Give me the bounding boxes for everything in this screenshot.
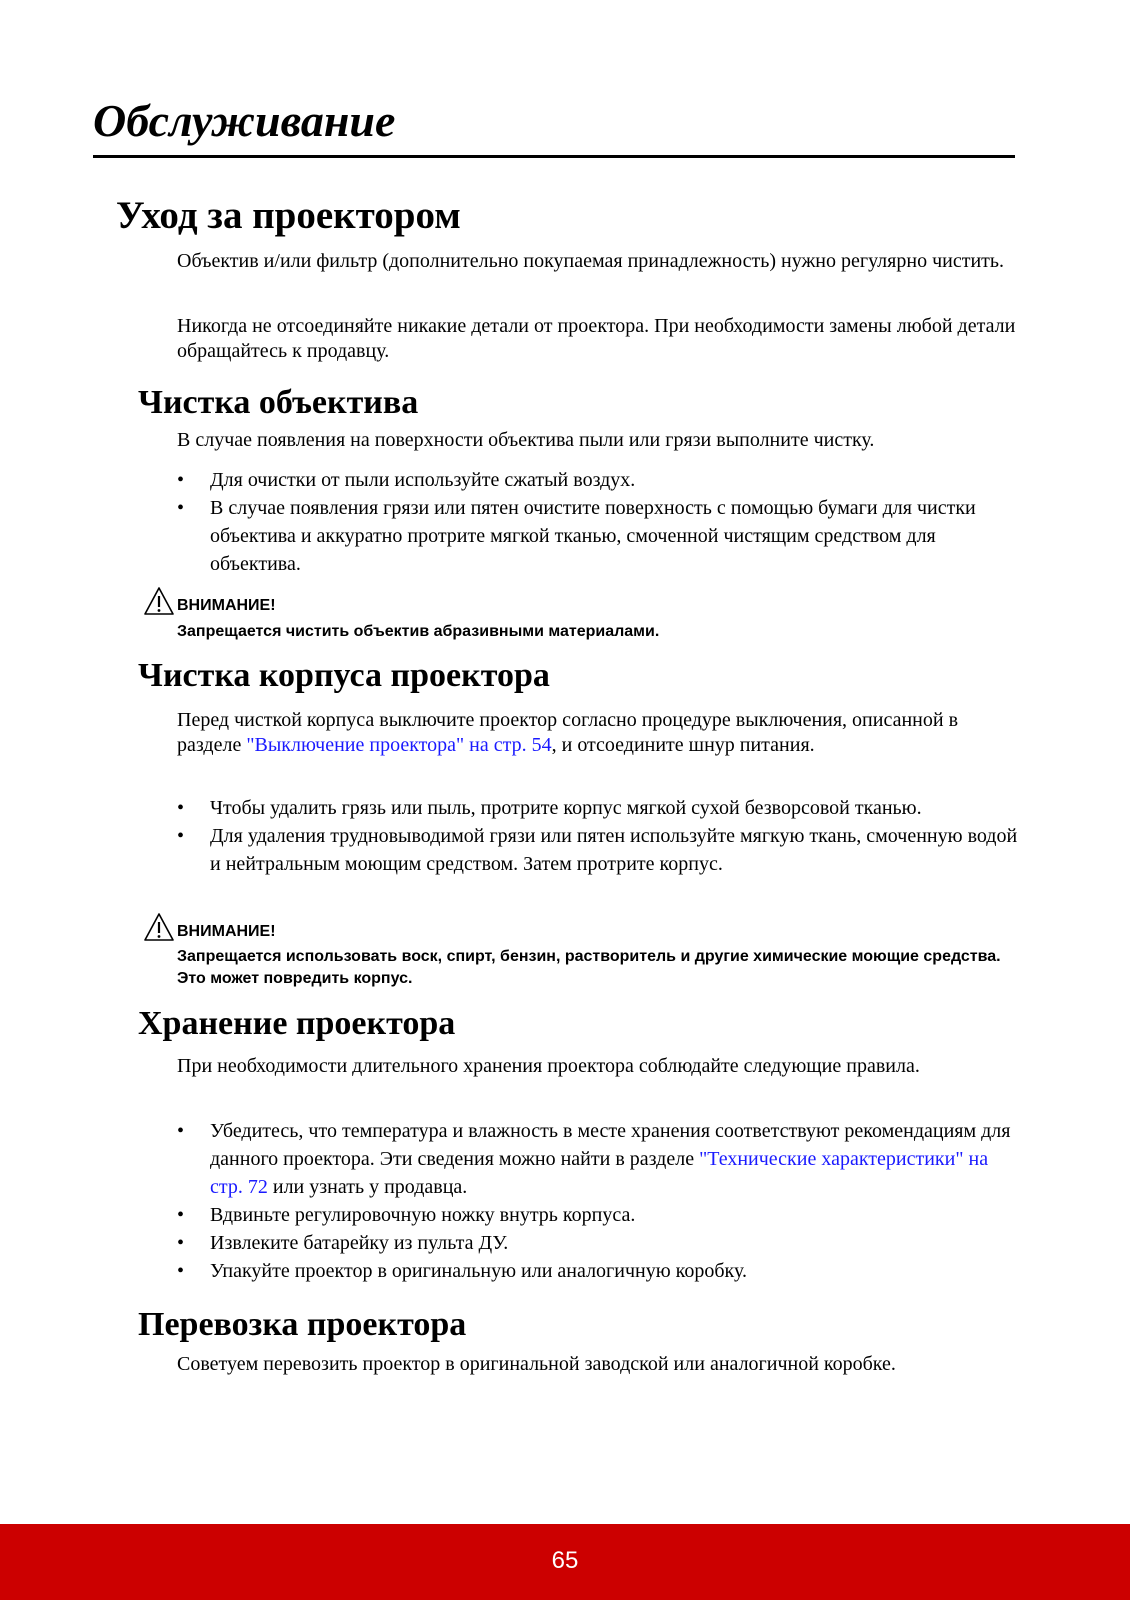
case-cleaning-list — [177, 794, 1019, 878]
bullet-icon: • — [177, 1260, 185, 1282]
storage-intro: При необходимости длительного хранения проектора соблюдайте следующие правила. — [177, 1055, 920, 1077]
lens-cleaning-list — [177, 466, 1019, 578]
bullet-icon: • — [177, 1120, 185, 1142]
lens-warning-text: Запрещается чистить объектив абразивными материалами. — [177, 623, 660, 640]
storage-list — [177, 1117, 1019, 1285]
chapter-divider — [93, 155, 1015, 158]
lens-cleaning-title: Чистка объектива — [138, 384, 419, 421]
lens-cleaning-intro: В случае появления на поверхности объектива пыли или грязи выполните чистку. — [177, 429, 875, 451]
case-cleaning-intro: Перед чисткой корпуса выключите проектор согласно процедуре выключения, описанной в разделе "Выключение проектора" на стр. 54, и отсоедините шнур питания. — [177, 709, 959, 756]
transport-intro: Советуем перевозить проектор в оригинальной заводской или аналогичной коробке. — [177, 1353, 896, 1375]
list-item: • Чтобы удалить грязь или пыль, протрите корпус мягкой сухой безворсовой тканью. — [177, 794, 1019, 822]
list-item: • Убедитесь, что температура и влажность в месте хранения соответствуют рекомендациям для данного проектора. Эти сведения можно найти в разделе "Технические характеристики" на стр. 72 или узнать у продавца. — [177, 1117, 1019, 1201]
shutdown-page-link[interactable]: "Выключение проектора" на стр. 54 — [246, 734, 552, 756]
bullet-icon: • — [177, 797, 185, 819]
bullet-icon: • — [177, 497, 185, 519]
transport-title: Перевозка проектора — [138, 1306, 467, 1343]
warning-icon — [143, 586, 175, 616]
warning-label: ВНИМАНИЕ! — [177, 923, 276, 940]
section-paragraph-1: Объектив и/или фильтр (дополнительно покупаемая принадлежность) нужно регулярно чистить. — [177, 250, 1005, 272]
specs-page-link[interactable]: "Технические характеристики" на стр. 72 — [210, 1148, 989, 1198]
list-item: • В случае появления грязи или пятен очистите поверхность с помощью бумаги для чистки объектива и аккуратно протрите мягкой тканью, смоченной чистящим средством для объектива. — [177, 494, 1019, 578]
bullet-icon: • — [177, 1232, 185, 1254]
storage-title: Хранение проектора — [138, 1005, 456, 1042]
case-cleaning-title: Чистка корпуса проектора — [138, 657, 550, 694]
section-title: Уход за проектором — [116, 194, 461, 237]
list-item: • Упакуйте проектор в оригинальную или аналогичную коробку. — [177, 1257, 1019, 1285]
warning-icon — [143, 912, 175, 942]
warning-label: ВНИМАНИЕ! — [177, 597, 276, 614]
list-item: • Вдвиньте регулировочную ножку внутрь корпуса. — [177, 1201, 1019, 1229]
list-item: • Для удаления трудновыводимой грязи или пятен используйте мягкую ткань, смоченную водой и нейтральным моющим средством. Затем протрите корпус. — [177, 822, 1019, 878]
page-footer — [0, 1524, 1130, 1600]
bullet-icon: • — [177, 825, 185, 847]
list-item: • Извлеките батарейку из пульта ДУ. — [177, 1229, 1019, 1257]
chapter-title: Обслуживание — [93, 95, 396, 146]
bullet-icon: • — [177, 1204, 185, 1226]
list-item: • Для очистки от пыли используйте сжатый воздух. — [177, 466, 1019, 494]
page-number: 65 — [551, 1547, 579, 1574]
bullet-icon: • — [177, 469, 185, 491]
case-warning-text: Запрещается использовать воск, спирт, бензин, растворитель и другие химические моющие средства. Это может повредить корпус. — [177, 948, 1001, 987]
section-paragraph-2: Никогда не отсоединяйте никакие детали от проектора. При необходимости замены любой детали обращайтесь к продавцу. — [177, 315, 1016, 362]
